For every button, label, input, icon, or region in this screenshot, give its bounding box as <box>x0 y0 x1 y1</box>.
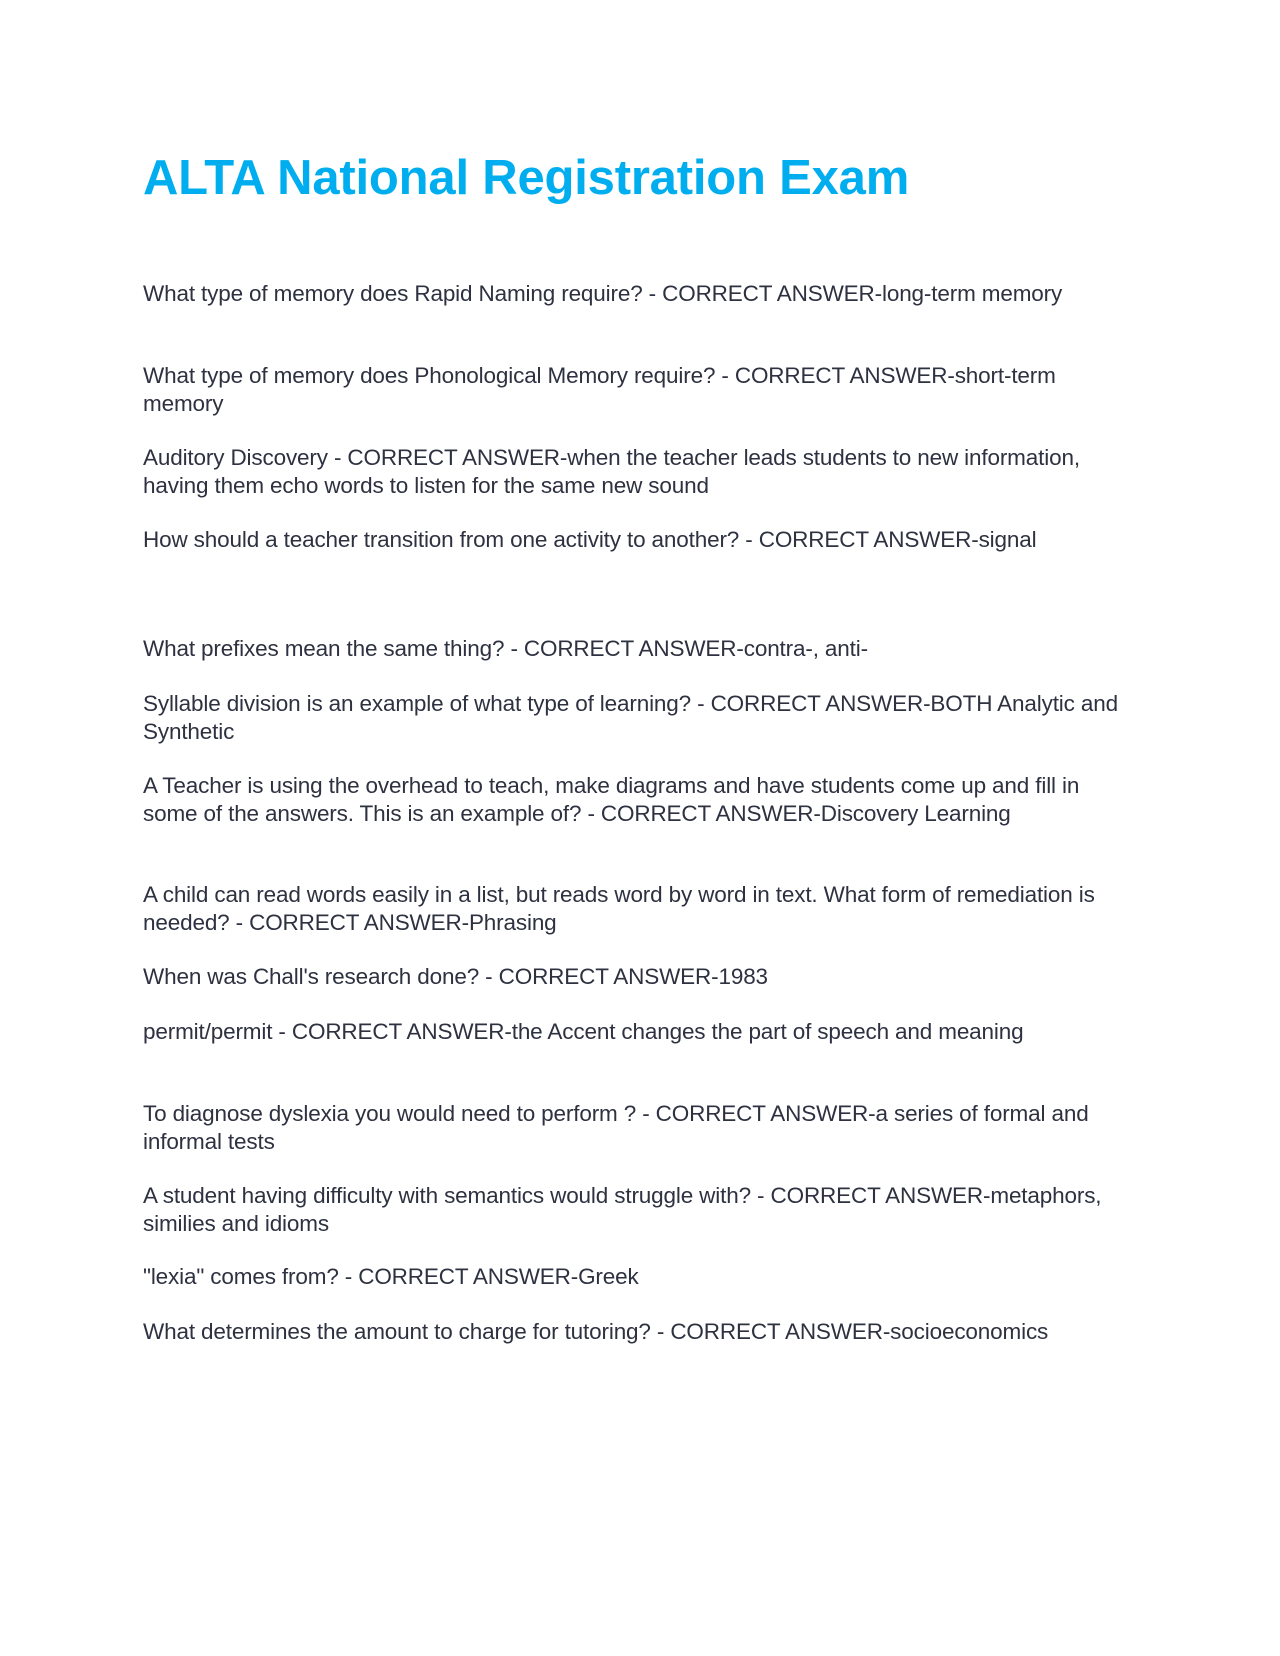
qa-item: To diagnose dyslexia you would need to perform ? - CORRECT ANSWER-a series of formal and informal tests <box>143 1101 1089 1154</box>
qa-item: What type of memory does Phonological Memory require? - CORRECT ANSWER-short-term memory <box>143 363 1056 416</box>
qa-item: permit/permit - CORRECT ANSWER-the Accent changes the part of speech and meaning <box>143 1019 1024 1044</box>
qa-item: A student having difficulty with semantics would struggle with? - CORRECT ANSWER-metaphors, similies and idioms <box>143 1183 1102 1236</box>
qa-item: A child can read words easily in a list, but reads word by word in text. What form of remediation is needed? - CORRECT ANSWER-Phrasing <box>143 882 1095 935</box>
qa-item: Syllable division is an example of what type of learning? - CORRECT ANSWER-BOTH Analytic and Synthetic <box>143 691 1118 744</box>
qa-item: What prefixes mean the same thing? - CORRECT ANSWER-contra-, anti- <box>143 636 868 661</box>
qa-item: How should a teacher transition from one activity to another? - CORRECT ANSWER-signal <box>143 527 1037 552</box>
qa-item: Auditory Discovery - CORRECT ANSWER-when the teacher leads students to new information, having them echo words to listen for the same new sound <box>143 445 1080 498</box>
document-title: ALTA National Registration Exam <box>143 151 910 205</box>
qa-item: What type of memory does Rapid Naming require? - CORRECT ANSWER-long-term memory <box>143 281 1063 306</box>
qa-item: What determines the amount to charge for tutoring? - CORRECT ANSWER-socioeconomics <box>143 1319 1049 1344</box>
qa-item: When was Chall's research done? - CORRECT ANSWER-1983 <box>143 964 768 989</box>
qa-item: A Teacher is using the overhead to teach, make diagrams and have students come up and fill in some of the answers. This is an example of? - CORRECT ANSWER-Discovery Learning <box>143 773 1080 826</box>
qa-item: "lexia" comes from? - CORRECT ANSWER-Greek <box>143 1264 639 1289</box>
